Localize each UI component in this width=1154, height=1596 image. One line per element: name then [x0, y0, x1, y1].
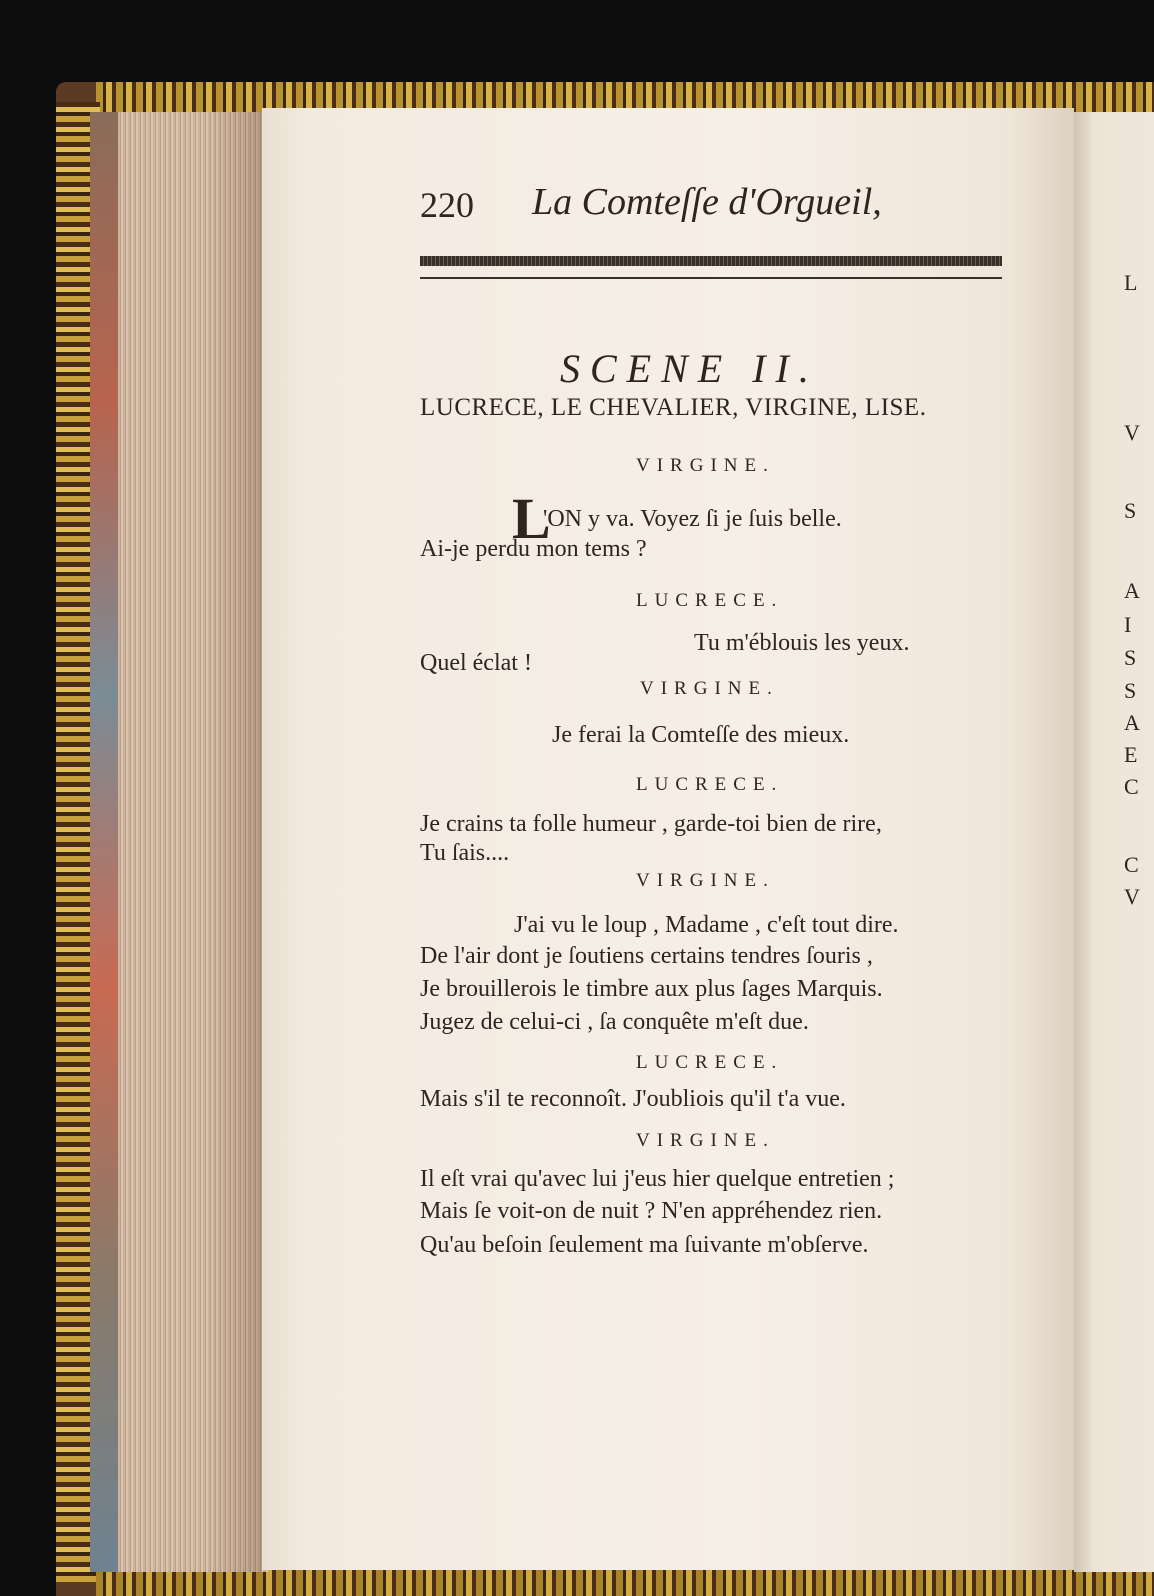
verse-line: Jugez de celui-ci , ſa conquête m'eſt due.: [420, 1009, 809, 1035]
right-page-letter: S: [1124, 645, 1137, 670]
right-page-letter: C: [1124, 852, 1139, 877]
verse-line: Tu ſais....: [420, 840, 510, 866]
right-page-letter: L: [1124, 270, 1138, 295]
running-title: La Comteſſe d'Orgueil,: [532, 181, 882, 223]
verse-line: Je brouillerois le timbre aux plus ſages Marquis.: [420, 976, 883, 1002]
verse-line: Je crains ta folle humeur , garde-toi bien de rire,: [420, 811, 882, 837]
right-page-letter: S: [1124, 498, 1137, 523]
verse-line: Qu'au beſoin ſeulement ma ſuivante m'obſerve.: [420, 1232, 869, 1258]
verse-line: 'ON y va. Voyez ſi je ſuis belle.: [543, 506, 842, 532]
speaker-name: LUCRECE.: [636, 590, 784, 611]
verse-line: Ai-je perdu mon tems ?: [420, 536, 647, 562]
speaker-name: VIRGINE.: [636, 455, 775, 476]
header-rule-thick: [420, 256, 1002, 266]
verse-line: Mais ſe voit-on de nuit ? N'en appréhendez rien.: [420, 1198, 883, 1224]
verse-line: De l'air dont je ſoutiens certains tendres ſouris ,: [420, 943, 873, 969]
drop-cap: L: [512, 486, 551, 551]
right-page-letter: C: [1124, 774, 1139, 799]
right-page-letter: I: [1124, 612, 1132, 637]
speaker-name: VIRGINE.: [636, 870, 775, 891]
page-number: 220: [420, 185, 474, 225]
header-rule-thin: [420, 277, 1002, 279]
speaker-name: LUCRECE.: [636, 774, 784, 795]
right-page-letter: A: [1124, 578, 1140, 603]
book-binding: [56, 82, 1154, 1596]
right-page-letter: A: [1124, 710, 1140, 735]
right-page-letter: E: [1124, 742, 1138, 767]
cast-list: LUCRECE, LE CHEVALIER, VIRGINE, LISE.: [420, 394, 927, 421]
speaker-name: VIRGINE.: [640, 678, 779, 699]
verse-line: Tu m'éblouis les yeux.: [694, 630, 910, 656]
speaker-name: LUCRECE.: [636, 1052, 784, 1073]
speaker-name: VIRGINE.: [636, 1130, 775, 1151]
verse-line: Mais s'il te reconnoît. J'oubliois qu'il t'a vue.: [420, 1086, 846, 1112]
right-page-letter: V: [1124, 420, 1140, 445]
right-page-letter: V: [1124, 884, 1140, 909]
verse-line: Il eſt vrai qu'avec lui j'eus hier quelque entretien ;: [420, 1166, 895, 1192]
right-page-letter: S: [1124, 678, 1137, 703]
left-page: [262, 108, 1074, 1570]
verse-line: Je ferai la Comteſſe des mieux.: [552, 722, 850, 748]
verse-line: J'ai vu le loup , Madame , c'eſt tout dire.: [514, 912, 899, 938]
verse-line: Quel éclat !: [420, 650, 532, 676]
scene-title: SCENE II.: [560, 346, 819, 391]
page-edges-shadow: [206, 112, 262, 1572]
marbled-endpaper: [90, 112, 118, 1572]
right-page: [1074, 112, 1154, 1572]
